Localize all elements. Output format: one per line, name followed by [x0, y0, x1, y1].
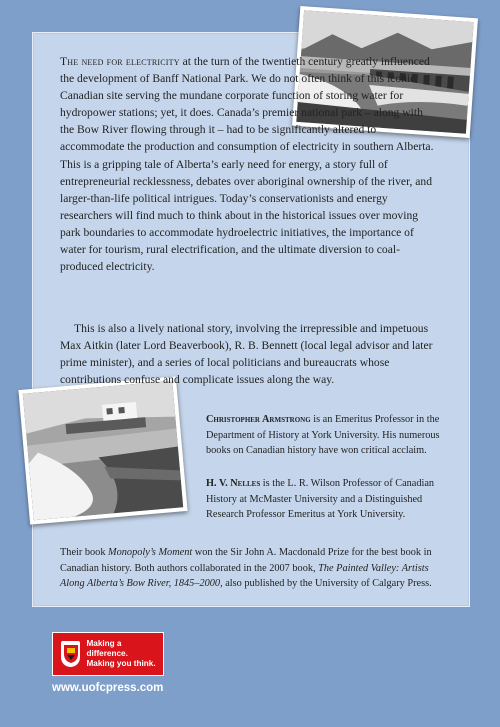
book-title-1: Monopoly’s Moment — [108, 547, 193, 558]
publisher-logo — [52, 632, 164, 676]
closing-text-1: Their book — [60, 547, 109, 558]
closing-text-3: also published by the University of Calgary Press. — [222, 578, 432, 589]
author-bio-1 — [206, 412, 442, 459]
description-paragraph-2 — [60, 320, 436, 388]
closing-text-2: won the Sir John A. Macdonald Prize for the best book in Canadian history. Both authors collaborated in the 2007 book, — [60, 547, 432, 574]
publisher-url[interactable]: www.uofcpress.com — [52, 682, 164, 694]
dam-photo-bottom-image — [23, 381, 183, 521]
tagline-line-2: Making you think. — [86, 659, 156, 668]
description-second: This is also a lively national story, involving the irrepressible and impetuous Max Aitkin (later Lord Beaverbook), R. B. Bennett (local legal advisor and later prime minister), and a series of local politicians and bureaucrats whose contributions confuse and complicate issues along the way. — [60, 322, 433, 387]
tagline-line-1: Making a difference. — [86, 639, 128, 658]
description-paragraph-1 — [60, 53, 436, 275]
crest-graphic — [63, 644, 79, 664]
author-bio-2 — [206, 476, 442, 523]
lead-in-text: The need for electricity — [60, 55, 180, 68]
author-text-1: is an Emeritus Professor in the Department of History at York University. His numerous books on Canadian history have won critical acclaim. — [206, 414, 440, 456]
publisher-tagline — [86, 639, 163, 669]
author-name-1: Christopher Armstrong — [206, 414, 311, 425]
book-title-2: The Painted Valley: Artists Along Alberta’s Bow River, 1845–2000, — [60, 562, 429, 589]
university-crest-icon — [61, 641, 80, 667]
author-name-2: H. V. Nelles — [206, 478, 261, 489]
dam-photo-bottom — [18, 376, 187, 524]
author-text-2: is the L. R. Wilson Professor of Canadian History at McMaster University and a Distinguished Research Professor Emeritus at York University. — [206, 478, 435, 520]
description-body: at the turn of the twentieth century greatly influenced the development of Banff National Park. We do not often think of this iconic Canadian site serving the mundane corporate function of storing water for hydropower stations; yet, it does. Canada’s premier national park – along with the Bow River flowing through it – had to be significantly altered to accommodate the production and consumption of electricity in southern Alberta. This is a gripping tale of Alberta’s early need for energy, a story full of entrepreneurial recklessness, debates over aboriginal ownership of the river, and larger-than-life political intrigues. Today’s conservationists and energy researchers will find much to think about in the historical issues over moving park boundaries to accommodate hydroelectric initiatives, the importance of water for tourism, rural electrification, and the ultimate diversion to coal-produced electricity. — [60, 55, 434, 274]
closing-paragraph — [60, 545, 446, 592]
